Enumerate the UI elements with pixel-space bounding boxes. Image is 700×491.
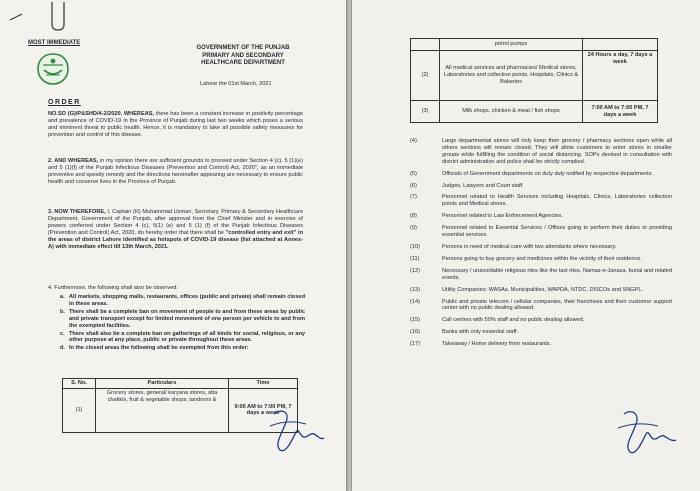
list-item: [410, 287, 672, 294]
item-mark: d.: [60, 345, 65, 352]
date-line: Lahore the 01st March, 2021: [200, 81, 272, 87]
item-text: All markets, shopping malls, restaurants, offices (public and private) shall remain closed in these areas.: [69, 294, 305, 307]
table-row: [411, 101, 658, 123]
item-number: (10): [410, 243, 420, 250]
col-header-time: Time: [229, 379, 298, 389]
list-item: [410, 194, 672, 208]
list-item: [410, 329, 672, 336]
cell-particulars: Milk shops, chicken & meat / fish shops: [440, 101, 583, 123]
exemption-list: [60, 294, 305, 352]
list-item: [410, 256, 672, 263]
item-number: (11): [410, 255, 420, 262]
item-number: (15): [410, 317, 420, 324]
cell-sno: (3): [411, 101, 440, 123]
list-item: [410, 299, 672, 313]
item-number: (12): [410, 267, 420, 274]
paragraph-3-text: I, Captain (R) Muhammad Usman, Secretary, Primary & Secondary Healthcare Department, Government of the Punjab, after approval from the Chief Minister and in exercise of powers conferred under Section 4 (c), 5(1) (e) and 5 (1) (f) of the Punjab Infectious Diseases (Prevention and Control) Act, 2020, do hereby order that there shall be: [48, 209, 303, 236]
table-row: [63, 388, 298, 432]
exemption-numbered-list: [410, 138, 672, 353]
item-number: (6): [410, 182, 417, 189]
item-number: (4): [410, 138, 417, 144]
cell-sno: (2): [411, 51, 440, 101]
department-header: [178, 45, 308, 68]
item-text: Takeaway / Home delivery from restaurants.: [442, 341, 552, 348]
document-page-left: [0, 0, 348, 491]
paragraph-2: [48, 158, 303, 186]
cell-sno: [411, 39, 440, 51]
item-text: Utility Companies: WASAs, Municipalities, WAPDA, NTDC, DISCOs and SNGPL.: [442, 286, 644, 293]
item-text: Persons in need of medical care with two attendants where necessary.: [442, 243, 617, 250]
urgency-tag: MOST IMMEDIATE: [28, 40, 81, 46]
item-text: Judges, Lawyers and Court staff.: [442, 182, 524, 189]
item-text: Call centers with 50% staff and no public dealing allowed.: [442, 317, 585, 324]
cell-sno: (1): [63, 388, 96, 432]
list-item: [410, 138, 672, 166]
dept-line-2: PRIMARY AND SECONDARY: [202, 52, 284, 59]
item-number: (8): [410, 213, 417, 220]
paragraph-4-intro: 4. Furthermore, the following shall also be observed:: [48, 285, 178, 291]
item-text: Necessary / unavoidable religious rites like the last rites, Namaz-e-Janaza, burial and related events.: [442, 267, 672, 281]
staple-mark: [6, 2, 76, 32]
list-item: [60, 345, 305, 352]
dept-line-1: GOVERNMENT OF THE PUNJAB: [196, 45, 290, 51]
cell-time: 24 Hours a day, 7 days a week: [583, 51, 658, 101]
item-text: Personnel related to Essential Services / Offices going to perform their duties or providing essential services.: [442, 225, 672, 239]
item-text: Persons going to buy grocery and medicines within the vicinity of their residence.: [442, 255, 642, 262]
item-text: Banks with only essential staff.: [442, 329, 519, 336]
table-header-row: [63, 379, 298, 389]
table-row: [411, 51, 658, 101]
paragraph-3: [48, 209, 303, 250]
exemption-table-part-1: [62, 378, 298, 433]
paragraph-1-text: there has been a constant increase in positivity percentage and prevalence of COVID-19 in the Province of Punjab during last two weeks which poses a serious and imminent threat to public health. Hence, it is mandatory to take all possible safety measures for prevention and control of this disease.: [48, 111, 303, 138]
item-text: Officials of Government departments on duty duly notified by respective departments.: [442, 170, 654, 177]
list-item: [410, 171, 672, 178]
item-number: (13): [410, 286, 420, 293]
paragraph-1: [48, 111, 303, 139]
paragraph-2-text: in my opinion there are sufficient grounds to proceed under Section 4 (c), 5 (1)(e) and 5 (1)(f) of the Punjab Infectious Diseases (Prevention and Control) Act, 2020", as an immediate preventive and speedy remedy and the directions hereinafter appearing are necessary to ensure public health and conserve lives in the Province of Punjab.: [48, 158, 303, 185]
table-row: [411, 39, 658, 51]
col-header-particulars: Particulars: [96, 379, 229, 389]
item-text: Large departmental stores will only keep their grocery / pharmacy sections open while all others sections will remain closed. They will allow customers to enter stores in smaller groups while fulfilling the condition of social distancing. SOPs devised in consultation with district administration and police shall be strictly complied.: [442, 138, 672, 165]
list-item: [410, 183, 672, 190]
item-text: Personnel related to Health Services including Hospitals, Clinics, Laboratories collection points and Medical stores.: [442, 194, 672, 208]
punjab-government-logo: [36, 52, 70, 86]
list-item: [410, 317, 672, 324]
list-item: [410, 341, 672, 348]
item-number: (5): [410, 170, 417, 177]
list-item: [60, 331, 305, 345]
list-item: [410, 244, 672, 251]
cell-particulars: petrol pumps: [440, 39, 583, 51]
cell-particulars: Grocery stores, general/ karyana stores, atta chakkis, fruit & vegetable shops, tandoors &: [96, 388, 229, 432]
item-text: There shall also be a complete ban on gatherings of all kinds for social, religious, or any other purpose at any place, public or private throughout these areas.: [69, 330, 305, 344]
item-text: Public and private telecom / cellular companies, their franchises and their customer support center with no public dealing allowed.: [442, 298, 672, 312]
paragraph-3-order: "controlled entry and exit" in the areas of district Lahore identified as hotspots of COVID-19 disease (list attached at Annex-A) with immediate effect till 13th March, 2021.: [48, 229, 303, 250]
item-mark: a.: [60, 294, 65, 300]
item-text: There shall be a complete ban on movement of people to and from these areas by public and private transport except for limited movement of one person per vehicle to and from the exempted facilities.: [69, 308, 305, 329]
item-number: (14): [410, 298, 420, 305]
document-page-right: [352, 0, 700, 491]
paragraph-3-ref: 3. NOW THEREFORE,: [48, 209, 106, 215]
item-number: (17): [410, 341, 420, 348]
list-item: [60, 309, 305, 330]
cell-time: [583, 39, 658, 51]
item-mark: b.: [60, 308, 65, 315]
cell-particulars: All medical services and pharmacies/ Medical stores, Laboratories and collection points, Hospitals, Clinics & Bakeries: [440, 51, 583, 101]
signature-mark: [266, 404, 326, 456]
list-item: [410, 268, 672, 282]
paragraph-2-ref: 2. AND WHEREAS,: [48, 158, 99, 164]
item-text: In the closed areas the following shall be exempted from this order:: [69, 345, 249, 352]
cell-time: 9:00 AM to 7:00 PM, 7 days a week: [229, 388, 298, 432]
paragraph-1-ref: NO.SO (G)/P&SHD/4-2/2020. WHEREAS,: [48, 111, 155, 117]
item-mark: c.: [60, 330, 65, 337]
list-item: [410, 213, 672, 220]
signature-mark: [614, 404, 680, 460]
order-title: ORDER: [48, 99, 81, 106]
item-number: (16): [410, 329, 420, 336]
list-item: [410, 225, 672, 239]
item-number: (7): [410, 194, 417, 201]
exemption-table-part-2: [410, 38, 658, 123]
item-number: (9): [410, 225, 417, 232]
item-text: Personnel related to Law Enforcement Agencies.: [442, 213, 563, 220]
list-item: [60, 294, 305, 308]
col-header-sno: S. No.: [63, 379, 96, 389]
dept-line-3: HEALTHCARE DEPARTMENT: [201, 60, 285, 67]
cell-time: 7:00 AM to 7:00 PM, 7 days a week: [583, 101, 658, 123]
